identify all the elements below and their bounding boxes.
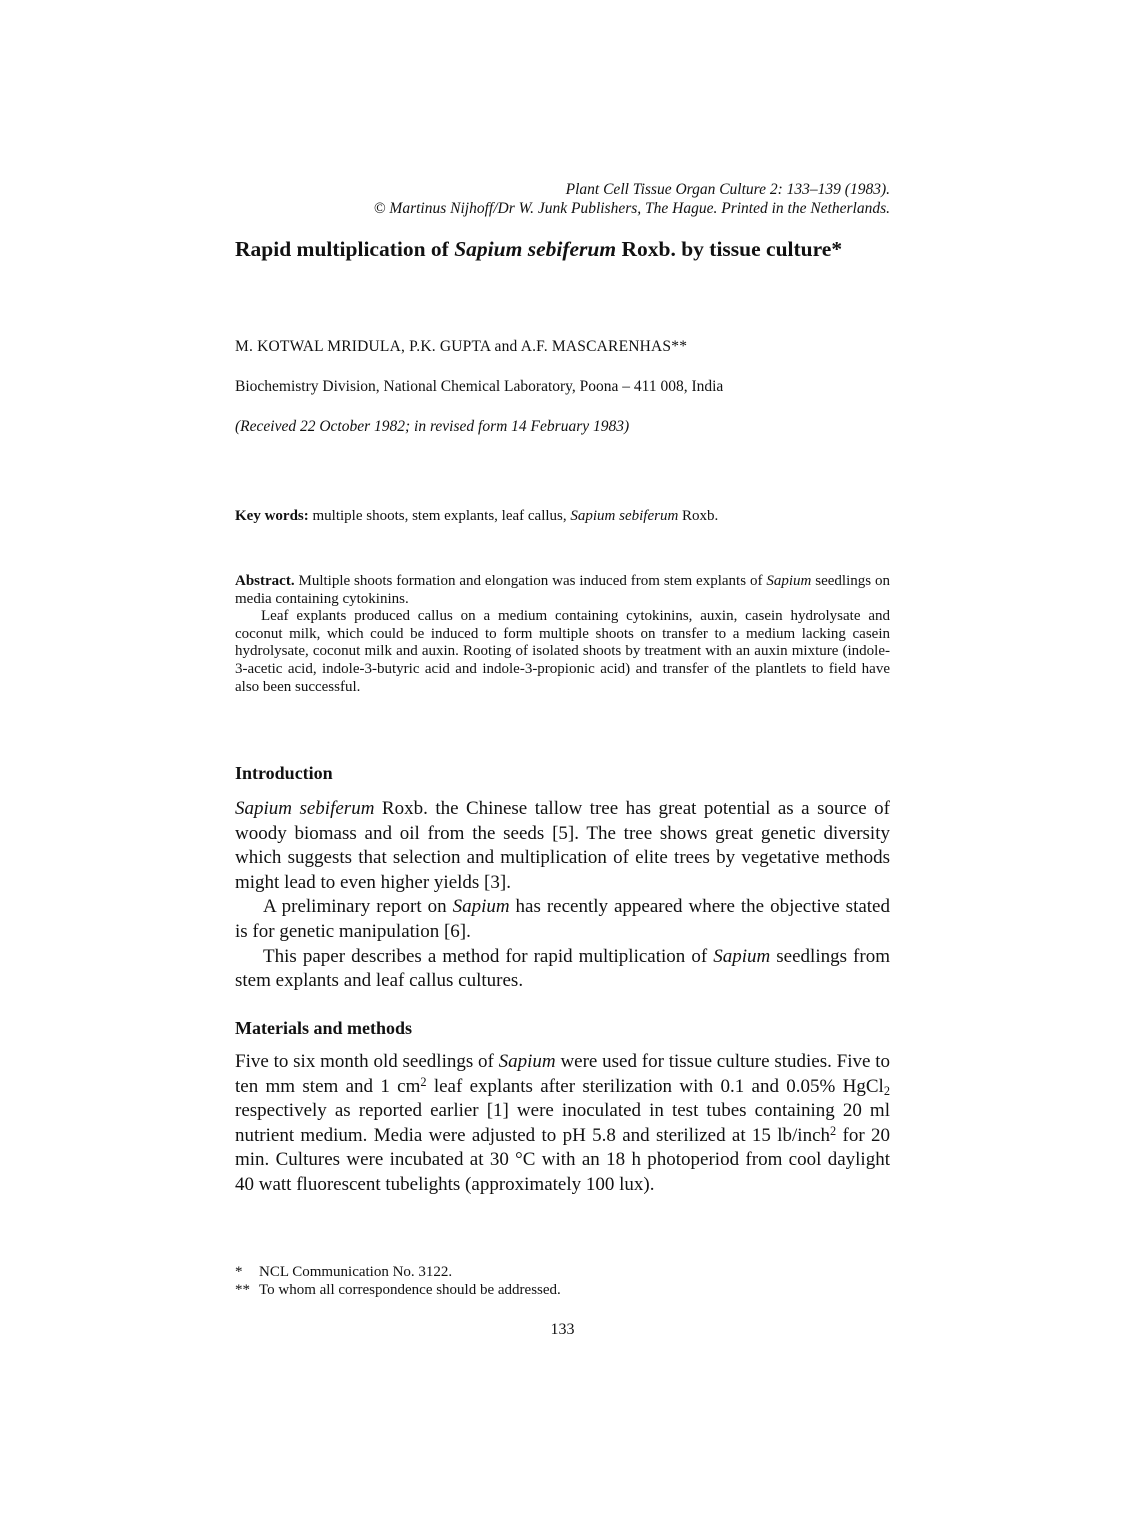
section-heading-methods: Materials and methods bbox=[235, 1018, 412, 1038]
keywords-label: Key words: bbox=[235, 508, 309, 524]
methods-body bbox=[235, 1050, 890, 1198]
abstract-paragraph: Leaf explants produced callus on a medium containing cytokinins, auxin, casein hydrolysate and coconut milk, which could be induced to form multiple shoots on transfer to a medium lacking casein hydrolysate, coconut milk and auxin. Rooting of isolated shoots by treatment with an auxin mixture (indole-3-acetic acid, indole-3-butyric acid and indole-3-propionic acid) and transfer of the plantlets to field have also been successful. bbox=[235, 608, 890, 695]
received-dates: (Received 22 October 1982; in revised form 14 February 1983) bbox=[235, 418, 630, 435]
page-number: 133 bbox=[550, 1321, 575, 1338]
footnote: * NCL Communication No. 3122. bbox=[235, 1264, 453, 1280]
title-species: Sapium sebiferum bbox=[454, 237, 617, 261]
journal-citation: Plant Cell Tissue Organ Culture 2: 133–139 (1983). bbox=[565, 181, 890, 198]
introduction-body bbox=[235, 797, 890, 994]
section-heading-introduction: Introduction bbox=[235, 763, 333, 783]
keywords: Key words: multiple shoots, stem explants, leaf callus, Sapium sebiferum Roxb. bbox=[235, 508, 719, 524]
body-paragraph: A preliminary report on Sapium has recently appeared where the objective stated is for genetic manipulation [6]. bbox=[235, 896, 890, 942]
author-list: M. KOTWAL MRIDULA, P.K. GUPTA and A.F. MASCARENHAS** bbox=[235, 338, 688, 355]
abstract bbox=[235, 573, 890, 696]
body-paragraph: Five to six month old seedlings of Sapium were used for tissue culture studies. Five to ten mm stem and 1 $cm^2$ leaf explants after sterilization with 0.1 and 0.05% HgCl$_2$ respectively as reported earlier [1] were inoculated in test tubes containing 20 ml nutrient medium. Media were adjusted to pH 5.8 and sterilized at 15 lb/inch$^2$ for 20 min. Cultures were incubated at 30 °C with an 18 h photoperiod from cool daylight 40 watt fluorescent tubelights (approximately 100 lux). bbox=[235, 1051, 891, 1195]
article-title: Rapid multiplication of Sapium sebiferum Roxb. by tissue culture* bbox=[235, 237, 843, 261]
abstract-label: Abstract. bbox=[235, 573, 295, 589]
abstract-paragraph: Abstract. Multiple shoots formation and elongation was induced from stem explants of Sapium seedlings on media containing cytokinins. bbox=[235, 573, 890, 607]
publisher-line: © Martinus Nijhoff/Dr W. Junk Publishers, The Hague. Printed in the Netherlands. bbox=[373, 200, 890, 217]
body-paragraph: This paper describes a method for rapid multiplication of Sapium seedlings from stem explants and leaf callus cultures. bbox=[235, 945, 890, 992]
footnote: ** To whom all correspondence should be addressed. bbox=[235, 1282, 561, 1298]
affiliation: Biochemistry Division, National Chemical Laboratory, Poona – 411 008, India bbox=[235, 378, 724, 395]
footnotes bbox=[235, 1263, 561, 1299]
body-paragraph: Sapium sebiferum Roxb. the Chinese tallow tree has great potential as a source of woody biomass and oil from the seeds [5]. The tree shows great genetic diversity which suggests that selection and multiplication of elite trees by vegetative methods might lead to even higher yields [3]. bbox=[235, 798, 890, 893]
